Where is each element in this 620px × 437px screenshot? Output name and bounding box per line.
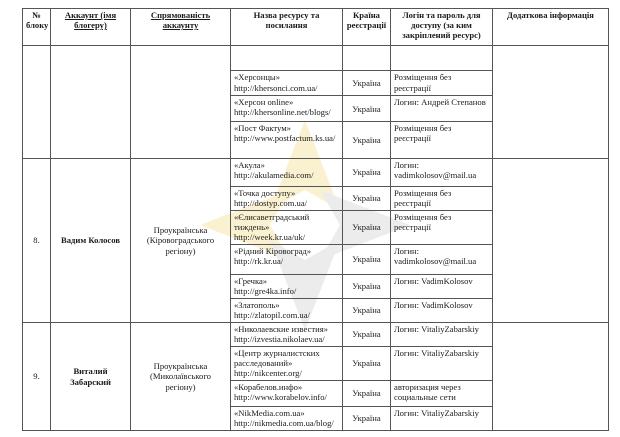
resource-link[interactable]: http://www.postfactum.ks.ua/ xyxy=(234,133,336,144)
table-row: «Херсон online» http://khersonline.net/blogs/ Україна Логин: Андрей Степанов xyxy=(23,95,609,121)
resource-link[interactable]: http://www.korabelov.info/ xyxy=(234,392,327,403)
resource-cell: «Рідний Кіровоград» http://rk.kr.ua/ xyxy=(231,245,343,275)
resource-cell: «Златополь» http://zlatopil.com.ua/ xyxy=(231,299,343,323)
blogger-name: Виталий Забарский xyxy=(51,323,131,431)
resource-cell: «Корабелов.инфо» http://www.korabelov.info/ xyxy=(231,381,343,407)
table-row: «Златополь» http://zlatopil.com.ua/ Україна Логин: VadimKolosov xyxy=(23,299,609,323)
blogger-table xyxy=(22,8,609,431)
block-number: 8. xyxy=(23,159,51,323)
account-orientation: Проукраїнська (Миколаївського регіону) xyxy=(131,323,231,431)
table-row: «Рідний Кіровоград» http://rk.kr.ua/ Україна Логин: vadimkolosov@mail.ua xyxy=(23,245,609,275)
resource-link[interactable]: http://khersonline.net/blogs/ xyxy=(234,107,331,117)
account-orientation: Проукраїнська (Кіровоградського регіону) xyxy=(131,159,231,323)
resource-link[interactable]: http://khersonci.com.ua/ xyxy=(234,82,318,93)
table-row: «Центр журналистских расследований» http://nikcenter.org/ Україна Логин: VitaliyZabarskiy xyxy=(23,347,609,381)
header-row xyxy=(23,9,609,46)
resource-link[interactable]: http://week.kr.ua/uk/ xyxy=(234,232,306,243)
table-row: «Херсонцы» http://khersonci.com.ua/ Україна Розміщення без реєстрації xyxy=(23,71,609,95)
resource-cell: «Херсонцы» http://khersonci.com.ua/ xyxy=(231,71,343,95)
header-num: № блоку xyxy=(23,9,51,46)
resource-link[interactable]: http://nikmedia.com.ua/blog/ xyxy=(234,418,334,429)
table-row: «Пост Фактум» http://www.postfactum.ks.ua/ Україна Розміщення без реєстрації xyxy=(23,122,609,159)
resource-cell: «Точка доступу» http://dostyp.com.ua/ xyxy=(231,187,343,211)
table-row: «Єлисаветградський тиждень» http://week.kr.ua/uk/ Україна Розміщення без реєстрації xyxy=(23,211,609,245)
resource-link[interactable]: http://zlatopil.com.ua/ xyxy=(234,310,310,321)
block-number: 9. xyxy=(23,323,51,431)
header-extra: Додаткова інформація xyxy=(493,9,609,46)
resource-cell: «Центр журналистских расследований» http://nikcenter.org/ xyxy=(231,347,343,381)
table-row: «Корабелов.инфо» http://www.korabelov.info/ Україна авторизация через социальные сети xyxy=(23,381,609,407)
header-account: Аккаунт (імя блогеру) xyxy=(51,9,131,46)
header-orientation: Спрямованість аккаунту xyxy=(131,9,231,46)
resource-cell: «Херсон online» http://khersonline.net/blogs/ xyxy=(231,95,343,121)
header-login: Логін та пароль для доступу (за ким закріплений ресурс) xyxy=(391,9,493,46)
table-row: 8. Вадим Колосов Проукраїнська (Кіровоградського регіону) «Акула» http://akulamedia.com/ Україна Логин: vadimkolosov@mail.ua xyxy=(23,159,609,187)
table-row xyxy=(23,46,609,71)
resource-cell: «Гречка» http://gre4ka.info/ xyxy=(231,275,343,299)
table-row: «NikMedia.com.ua» http://nikmedia.com.ua/blog/ Україна Логин: VitaliyZabarskiy xyxy=(23,407,609,431)
header-resource: Назва ресурсу та посилання xyxy=(231,9,343,46)
table-row: 9. Виталий Забарский Проукраїнська (Миколаївського регіону) «Николаевские известия» http://izvestia.nikolaev.ua/ Україна Логин: VitaliyZabarskiy xyxy=(23,323,609,347)
resource-cell: «NikMedia.com.ua» http://nikmedia.com.ua/blog/ xyxy=(231,407,343,431)
header-country: Країна реєстрації xyxy=(343,9,391,46)
resource-cell: «Пост Фактум» http://www.postfactum.ks.ua/ xyxy=(231,122,343,159)
resource-cell: «Єлисаветградський тиждень» http://week.kr.ua/uk/ xyxy=(231,211,343,245)
resource-link[interactable]: http://rk.kr.ua/ xyxy=(234,256,284,267)
resource-link[interactable]: http://nikcenter.org/ xyxy=(234,368,302,379)
resource-link[interactable]: http://izvestia.nikolaev.ua/ xyxy=(234,334,325,345)
blogger-name: Вадим Колосов xyxy=(51,159,131,323)
table-row: «Гречка» http://gre4ka.info/ Україна Логин: VadimKolosov xyxy=(23,275,609,299)
table-row: «Точка доступу» http://dostyp.com.ua/ Україна Розміщення без реєстрації xyxy=(23,187,609,211)
resource-link[interactable]: http://gre4ka.info/ xyxy=(234,286,297,297)
resource-link[interactable]: http://akulamedia.com/ xyxy=(234,170,314,181)
resource-cell: «Акула» http://akulamedia.com/ xyxy=(231,159,343,187)
resource-cell: «Николаевские известия» http://izvestia.nikolaev.ua/ xyxy=(231,323,343,347)
resource-link[interactable]: http://dostyp.com.ua/ xyxy=(234,198,308,209)
